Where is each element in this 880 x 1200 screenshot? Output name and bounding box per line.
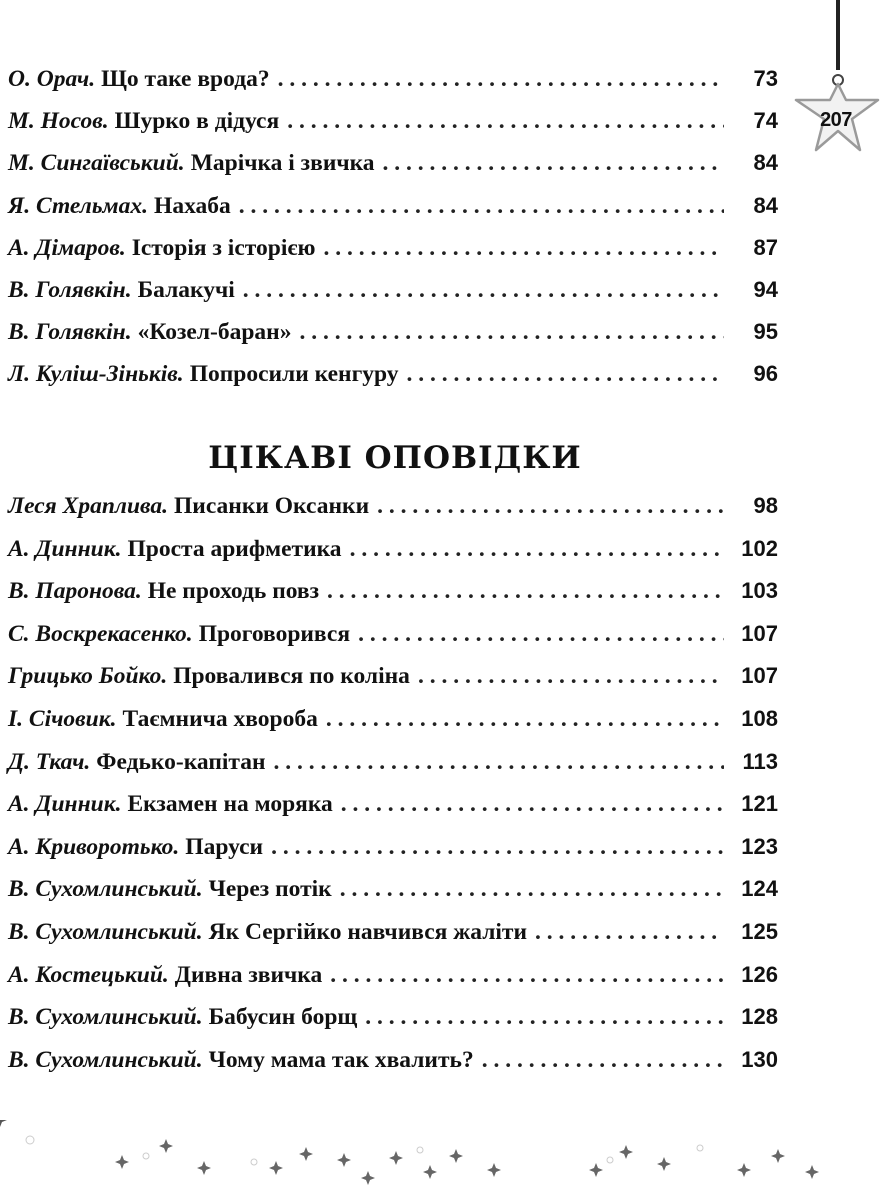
entry-page: 128: [741, 1004, 778, 1030]
entry-title: Бабусин борщ: [208, 1004, 358, 1031]
toc-section-list: [8, 493, 778, 1089]
toc-entry: [8, 193, 778, 235]
entry-page: 124: [741, 876, 778, 902]
entry-author: М. Сингаївський.: [8, 150, 185, 177]
entry-page: 95: [753, 319, 778, 345]
dot-leader: [535, 919, 724, 946]
dot-leader: [341, 791, 724, 818]
toc-entry: [8, 749, 778, 792]
entry-title: Історія з історією: [131, 234, 316, 261]
dot-leader: [323, 235, 724, 262]
toc-entry: [8, 108, 778, 150]
entry-page: 73: [753, 66, 778, 91]
entry-title: Писанки Оксанки: [174, 493, 370, 519]
entry-author: М. Носов.: [8, 108, 109, 135]
toc-top-list: [8, 66, 778, 404]
entry-title: Паруси: [185, 833, 264, 860]
dot-leader: [299, 319, 724, 346]
dot-leader: [383, 150, 724, 177]
entry-author: В. Сухомлинський.: [8, 918, 203, 945]
entry-author: О. Орач.: [8, 66, 96, 92]
toc-entry: [8, 621, 778, 664]
section-heading: ЦІКАВІ ОПОВІДКИ: [208, 440, 582, 476]
toc-entry: [8, 235, 778, 277]
entry-title: Таємнича хвороба: [122, 705, 318, 732]
dot-leader: [287, 108, 724, 135]
dot-leader: [327, 578, 724, 605]
dot-leader: [278, 66, 724, 93]
toc-entry: [8, 536, 778, 579]
entry-title: Шурко в дідуся: [114, 108, 280, 135]
entry-title: Через потік: [208, 876, 332, 903]
toc-entry: [8, 706, 778, 749]
entry-author: Л. Куліш-Зіньків.: [8, 361, 184, 388]
toc-entry: [8, 361, 778, 403]
entry-title: Марічка і звичка: [190, 150, 375, 177]
toc-entry: [8, 66, 778, 108]
entry-author: В. Голявкін.: [8, 276, 132, 303]
entry-author: В. Паронова.: [8, 578, 142, 605]
entry-page: 123: [741, 833, 778, 859]
entry-page: 126: [741, 961, 778, 987]
entry-page: 87: [753, 234, 778, 260]
entry-title: Чому мама так хвалить?: [208, 1046, 474, 1073]
entry-title: Попросили кенгуру: [189, 361, 399, 388]
dot-leader: [239, 193, 724, 220]
dot-leader: [243, 277, 724, 304]
entry-page: 94: [753, 276, 778, 302]
entry-author: А. Динник.: [8, 791, 122, 818]
entry-title: Екзамен на моряка: [127, 791, 333, 818]
entry-author: В. Сухомлинський.: [8, 1046, 203, 1073]
toc-entry: [8, 962, 778, 1005]
entry-author: Я. Стельмах.: [8, 192, 149, 219]
entry-title: Як Сергійко навчився жаліти: [208, 918, 528, 945]
entry-title: Не проходь повз: [147, 578, 320, 605]
entry-page: 108: [741, 705, 778, 731]
toc-entry: [8, 578, 778, 621]
entry-page: 74: [753, 108, 778, 134]
entry-page: 84: [753, 150, 778, 176]
dot-leader: [326, 706, 724, 733]
entry-title: Дивна звичка: [174, 961, 323, 988]
entry-page: 125: [741, 918, 778, 944]
toc-entry: [8, 663, 778, 706]
entry-page: 84: [753, 192, 778, 218]
dot-leader: [330, 962, 724, 989]
dot-leader: [377, 493, 724, 520]
entry-page: 96: [753, 361, 778, 387]
entry-author: В. Сухомлинський.: [8, 1004, 203, 1031]
entry-title: «Козел-баран»: [137, 319, 292, 346]
dot-leader: [271, 834, 724, 861]
sparkle-stars-icon: [0, 1120, 880, 1200]
dot-leader: [407, 361, 724, 388]
entry-author: А. Динник.: [8, 535, 122, 562]
entry-author: А. Дімаров.: [8, 234, 126, 261]
dot-leader: [365, 1004, 724, 1031]
entry-page: 113: [742, 748, 778, 774]
toc-entry: [8, 277, 778, 319]
entry-author: В. Сухомлинський.: [8, 876, 203, 903]
entry-author: Д. Ткач.: [8, 748, 91, 775]
toc-entry: [8, 834, 778, 877]
entry-title: Проговорився: [198, 620, 351, 647]
entry-page: 121: [741, 791, 778, 817]
entry-author: Грицько Бойко.: [8, 663, 168, 690]
entry-author: В. Голявкін.: [8, 319, 132, 346]
entry-page: 107: [741, 620, 778, 646]
entry-title: Федько-капітан: [96, 748, 266, 775]
entry-page: 130: [741, 1046, 778, 1072]
dot-leader: [340, 876, 724, 903]
entry-author: А. Криворотько.: [8, 833, 180, 860]
entry-title: Що таке врода?: [101, 66, 270, 92]
entry-author: С. Воскрекасенко.: [8, 620, 193, 647]
toc-entry: [8, 319, 778, 361]
toc-entry: [8, 150, 778, 192]
toc-entry: [8, 1004, 778, 1047]
hanging-star-icon: [780, 0, 880, 170]
toc-entry: [8, 493, 778, 536]
entry-author: А. Костецький.: [8, 961, 169, 988]
entry-author: Леся Храплива.: [8, 493, 168, 519]
entry-page: 102: [741, 535, 778, 561]
dot-leader: [350, 536, 724, 563]
entry-title: Балакучі: [137, 276, 235, 303]
toc-entry: [8, 791, 778, 834]
page-number: 207: [820, 109, 852, 131]
dot-leader: [274, 749, 724, 776]
entry-title: Провалився по коліна: [173, 663, 410, 690]
dot-leader: [358, 621, 724, 648]
dot-leader: [482, 1047, 724, 1074]
entry-title: Нахаба: [154, 192, 231, 219]
toc-entry: [8, 1047, 778, 1090]
entry-page: 107: [741, 663, 778, 689]
entry-page: 98: [753, 493, 778, 518]
dot-leader: [418, 663, 724, 690]
entry-page: 103: [741, 578, 778, 604]
entry-title: Проста арифметика: [127, 535, 342, 562]
toc-entry: [8, 919, 778, 962]
entry-author: І. Січовик.: [8, 705, 117, 732]
toc-entry: [8, 876, 778, 919]
